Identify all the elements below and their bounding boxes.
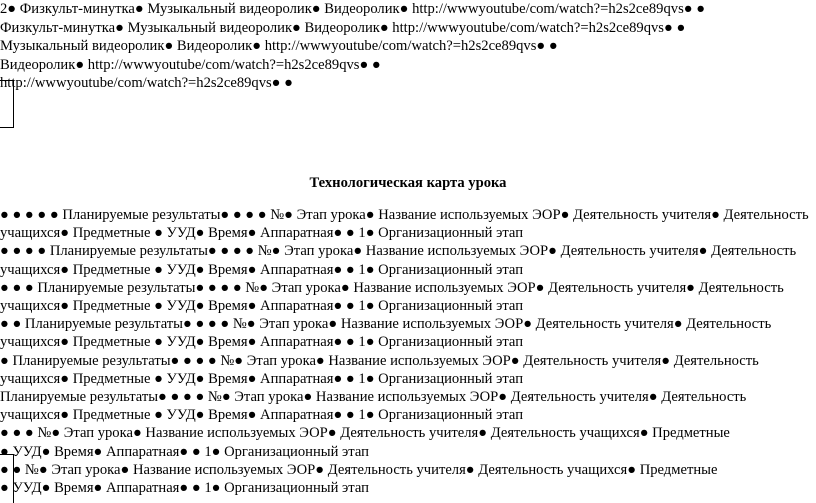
text-line: ● Планируемые результаты● ● ● ● №● Этап урока● Название используемых ЭОР● Деятельность учителя● Деятельность: [0, 352, 759, 369]
table-frame-fragment: [0, 454, 14, 503]
text-line: учащихся● Предметные ● УУД● Время● Аппаратная● ● 1● Организационный этап: [0, 370, 524, 387]
text-line: ● ● ● Планируемые результаты● ● ● ● №● Этап урока● Название используемых ЭОР● Деятельность учителя● Деятельность: [0, 279, 784, 296]
text-line: ● ● ● №● Этап урока● Название используемых ЭОР● Деятельность учителя● Деятельность учащихся● Предметные: [0, 425, 730, 442]
text-line: Физкульт-минутка● Музыкальный видеоролик● Видеоролик● http://wwwyoutube/com/watch?=h2s2ce89qvs● ●: [0, 19, 686, 36]
text-line: http://wwwyoutube/com/watch?=h2s2ce89qvs● ●: [0, 75, 293, 92]
text-line: учащихся● Предметные ● УУД● Время● Аппаратная● ● 1● Организационный этап: [0, 334, 524, 351]
text-line: ● ● №● Этап урока● Название используемых ЭОР● Деятельность учителя● Деятельность учащихся● Предметные: [0, 461, 718, 478]
text-line: учащихся● Предметные ● УУД● Время● Аппаратная● ● 1● Организационный этап: [0, 261, 524, 278]
text-line: ● ● ● ● Планируемые результаты● ● ● ● №● Этап урока● Название используемых ЭОР● Деятельность учителя● Деятельность: [0, 243, 797, 260]
text-line: ● УУД● Время● Аппаратная● ● 1● Организационный этап: [0, 480, 369, 497]
table-frame-fragment: [0, 80, 14, 128]
text-line: Видеоролик● http://wwwyoutube/com/watch?=h2s2ce89qvs● ●: [0, 56, 381, 73]
header-text-block: [0, 0, 816, 93]
text-line: ● ● ● ● ● Планируемые результаты● ● ● ● №● Этап урока● Название используемых ЭОР● Деятельность учителя● Деятельность: [0, 207, 809, 223]
text-line: Планируемые результаты● ● ● ● №● Этап урока● Название используемых ЭОР● Деятельность учителя● Деятельность: [0, 389, 747, 406]
text-line: Музыкальный видеоролик● Видеоролик● http://wwwyoutube/com/watch?=h2s2ce89qvs● ●: [0, 38, 558, 55]
text-line: ● УУД● Время● Аппаратная● ● 1● Организационный этап: [0, 443, 369, 460]
text-line: учащихся● Предметные ● УУД● Время● Аппаратная● ● 1● Организационный этап: [0, 407, 524, 424]
text-line: ● ● Планируемые результаты● ● ● ● №● Этап урока● Название используемых ЭОР● Деятельность учителя● Деятельность: [0, 316, 772, 333]
text-line: 2● Физкульт-минутка● Музыкальный видеоролик● Видеоролик● http://wwwyoutube/com/watch?=h2s2ce89qvs● ●: [0, 1, 706, 17]
text-line: учащихся● Предметные ● УУД● Время● Аппаратная● ● 1● Организационный этап: [0, 298, 524, 315]
table-text-block: [0, 206, 816, 497]
page-title: Технологическая карта урока: [309, 175, 507, 191]
text-line: учащихся● Предметные ● УУД● Время● Аппаратная● ● 1● Организационный этап: [0, 225, 524, 242]
